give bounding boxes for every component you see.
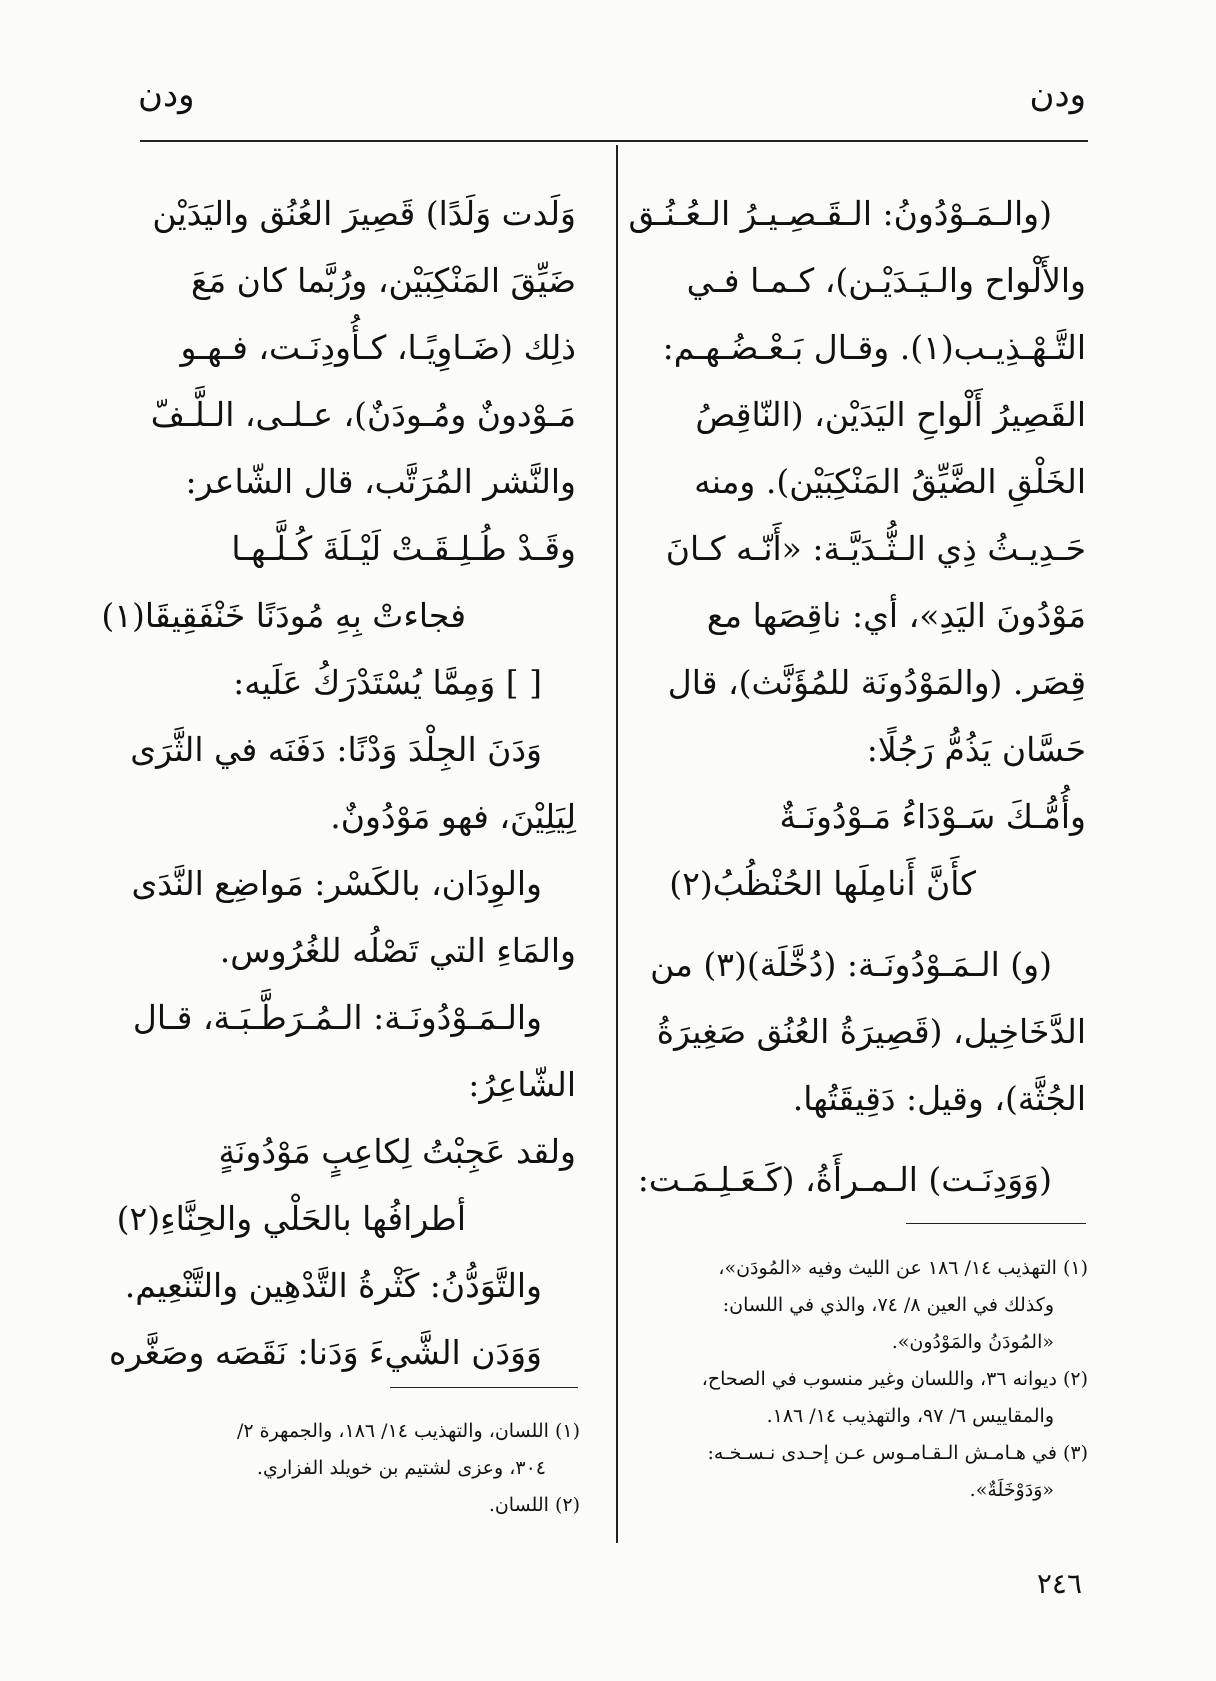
left-column <box>101 180 576 1386</box>
text-line: والـمَـوْدُونَـة: الـمُـرَطَّـبَـة، قـال <box>132 998 542 1037</box>
text-line: ذلِك (ضَـاوِيًـا، كـأُودِنَـت، فـهـو <box>180 328 576 367</box>
running-head-right: ودن <box>1029 75 1086 115</box>
verse-line: وقَـدْ طُـلِـقَـتْ لَيْـلَةَ كُـلَّـهـا <box>231 529 576 568</box>
footnotes-right <box>636 1250 1088 1509</box>
right-column <box>628 180 1086 1213</box>
text-line: [ ] وَمِمَّا يُسْتَدْرَكُ عَلَيه: <box>233 663 542 702</box>
verse-line: كأَنَّ أَنامِلَها الحُنْظُبُ(٢) <box>669 864 976 903</box>
footnote-line: وكذلك في العين ٨/ ٧٤، والذي في اللسان: <box>722 1294 1054 1316</box>
text-line: والأَلْواح والـيَـدَيْـن)، كـمـا فـي <box>686 261 1086 300</box>
verse-line: ولقد عَجِبْتُ لِكاعِبٍ مَوْدُونَةٍ <box>218 1132 576 1171</box>
footnote-rule-right <box>906 1223 1086 1224</box>
text-line: والمَاءِ التي تَصْلُه للغُرُوس. <box>219 931 576 970</box>
column-divider <box>616 145 618 1543</box>
text-line: الدَّخَاخِيل، (قَصِيرَةُ العُنُق صَغِيرَةُ <box>656 1012 1086 1051</box>
text-line: الجُثَّة)، وقيل: دَقِيقَتُها. <box>792 1079 1086 1118</box>
text-line: التَّـهْـذِيـب(١). وقـال بَـعْـضُـهـم: <box>662 328 1086 367</box>
footnote-line: (٢) ديوانه ٣٦، واللسان وغير منسوب في الصحاح، <box>701 1368 1088 1390</box>
footnote-line: (١) اللسان، والتهذيب ١٤/ ١٨٦، والجمهرة ٢/ <box>236 1420 580 1442</box>
text-line: حَـدِيـثُ ذِي الـثُّـدَيَّـة: «أَنّـه كـانَ <box>665 529 1086 568</box>
footnote-line: (٢) اللسان. <box>488 1494 580 1516</box>
verse-line: أطرافُها بالحَلْي والحِنَّاءِ(٢) <box>116 1199 466 1238</box>
text-line: لِيَلِيْنَ، فهو مَوْدُونٌ. <box>330 797 576 836</box>
header-rule <box>140 140 1088 142</box>
text-line: (والـمَـوْدُونُ: الـقَـصِـيـرُ الـعُـنُـق <box>628 194 1052 233</box>
running-head-left: ودن <box>138 75 195 115</box>
text-line: مَـوْدونٌ ومُـودَنٌ)، عـلـى، الـلَّـفّ <box>150 395 576 434</box>
verse-line: فجاءتْ بِهِ مُودَنًا خَنْفَقِيقَا(١) <box>101 596 466 635</box>
text-line: قِصَر. (والمَوْدُونَة للمُؤَنَّث)، قال <box>667 663 1086 702</box>
verse-line: وأُمُّـكَ سَـوْدَاءُ مَـوْدُونَـةٌ <box>779 797 1086 836</box>
text-line: الخَلْقِ الضَّيِّقُ المَنْكِبَيْن). ومنه <box>694 462 1086 501</box>
footnote-line: (١) التهذيب ١٤/ ١٨٦ عن الليث وفيه «المُودَن»، <box>718 1257 1088 1279</box>
text-line: مَوْدُونَ اليَدِ»، أي: ناقِصَها مع <box>706 596 1086 635</box>
footnote-rule-left <box>390 1387 578 1388</box>
footnote-line: ٣٠٤، وعزى لشتيم بن خويلد الفزاري. <box>256 1457 546 1479</box>
footnote-line: والمقاييس ٦/ ٩٧، والتهذيب ١٤/ ١٨٦. <box>766 1405 1054 1427</box>
text-line: والوِدَان، بالكَسْر: مَواضِع النَّدَى <box>131 864 542 903</box>
text-line: (وَوَدِنَـت) الـمـرأَةُ، (كَـعَـلِـمَـت: <box>637 1160 1052 1199</box>
footnote-line: (٣) في هـامـش الـقـامـوس عـن إحـدى نـسـخـه: <box>707 1442 1088 1464</box>
text-line: القَصِيرُ أَلْواحِ اليَدَيْن، (النّاقِصُ <box>695 395 1086 434</box>
text-line: والتَّوَدُّنُ: كَثْرةُ التَّدْهِين والتَّنْعِيم. <box>124 1266 542 1305</box>
text-line: الشّاعِرُ: <box>468 1065 576 1104</box>
text-line: والنَّشر المُرَتَّب، قال الشّاعر: <box>185 462 576 501</box>
footnotes-left <box>140 1413 580 1524</box>
text-line: ضَيِّقَ المَنْكِبَيْن، ورُبَّما كان مَعَ <box>190 261 576 300</box>
text-line: وَلَدت وَلَدًا) قَصِيرَ العُنُق واليَدَيْن <box>152 194 576 233</box>
text-line: حَسَّان يَذُمُّ رَجُلًا: <box>866 730 1086 769</box>
text-line: وَدَنَ الجِلْدَ وَدْنًا: دَفَنَه في الثَّرَى <box>130 730 542 769</box>
page-number: ٢٤٦ <box>1036 1567 1082 1600</box>
text-line: (و) الـمَـوْدُونَـة: (دُخَّلَة)(٣) من <box>650 945 1052 984</box>
footnote-line: «المُودَنُ والمَوْدُون». <box>891 1331 1054 1353</box>
text-line: وَوَدَن الشَّيءَ وَدَنا: نَقَصَه وصَغَّره <box>109 1333 542 1372</box>
footnote-line: «وَدَوْخَلَةٌ». <box>969 1479 1054 1501</box>
